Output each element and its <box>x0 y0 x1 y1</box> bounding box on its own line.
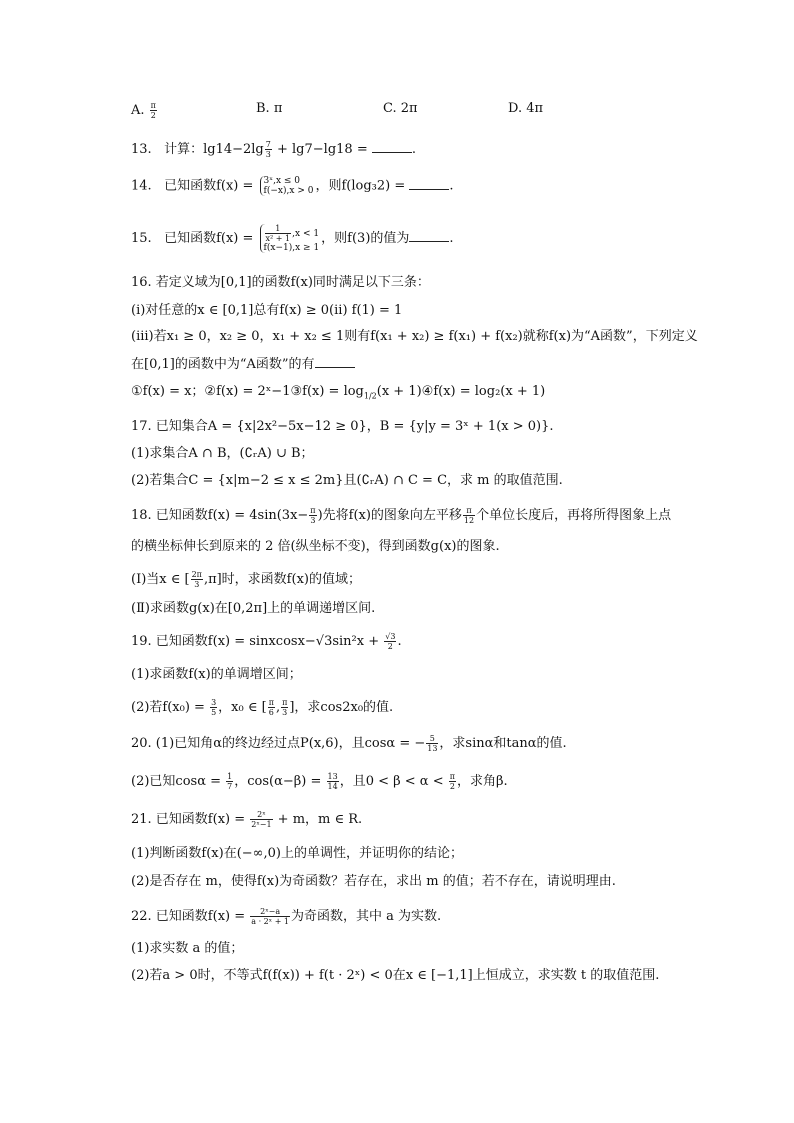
option-b: B. π <box>256 101 283 116</box>
question-15: 15. 已知函数f(x) = $\frac{1}{\text{x² + 1}}$ ,x < 1 f(x−1),x ≥ 1 ，则f(3)的值为 . <box>131 224 454 253</box>
question-18-line-3: (Ⅰ)当x ∈ [ $\frac{2\pi}{3}$ ,π]时，求函数f(x)的值域； <box>131 570 361 589</box>
question-22-line-3: (2)若a > 0时，不等式f(f(x)) + f(t · 2ˣ) < 0在x ∈ [−1,1]上恒成立，求实数 t 的取值范围. <box>131 968 660 983</box>
question-21-line-2: (1)判断函数f(x)在(−∞,0)上的单调性，并证明你的结论； <box>131 846 463 861</box>
question-17-line-2: (1)求集合A ∩ B，(∁ᵣA) ∪ B； <box>131 446 314 461</box>
question-18-line-1: 18. 已知函数f(x) = 4sin(3x− $\frac{\pi}{3}$ )先将f(x)的图象向左平移 $\frac{\pi}{12}$ 个单位长度后，再将所得图象上点 <box>131 506 672 525</box>
question-17-line-1: 17. 已知集合A = {x|2x²−5x−12 ≥ 0}，B = {y|y = 3ˣ + 1(x > 0)}. <box>131 419 554 434</box>
question-20-line-1: 20. (1)已知角α的终边经过点P(x,6)，且cosα = − $\frac{5}{13}$ ，求sinα和tanα的值. <box>131 734 567 753</box>
question-21-line-1: 21. 已知函数f(x) = $\frac{\text{2ˣ}}{\text{2ˣ−1}}$ + m，m ∈ R. <box>131 810 363 829</box>
option-d: D. 4π <box>508 101 544 116</box>
question-14: 14. 已知函数f(x) = 3ˣ,x ≤ 0 f(−x),x > 0 ，则f(log₃2) = . <box>131 176 454 196</box>
piecewise-brace: $\frac{1}{\text{x² + 1}}$ ,x < 1 f(x−1),x ≥ 1 <box>260 224 320 253</box>
question-20-line-2: (2)已知cosα = $\frac{1}{7}$ ，cos(α−β) = $\frac{13}{14}$ ，且0 < β < α < $\frac{\pi}{2}$ ，求角β. <box>131 772 508 791</box>
question-16-line-2: (i)对任意的x ∈ [0,1]总有f(x) ≥ 0(ii) f(1) = 1 <box>131 303 403 318</box>
question-18-line-4: (Ⅱ)求函数g(x)在[0,2π]上的单调递增区间. <box>131 601 376 616</box>
question-17-line-3: (2)若集合C = {x|m−2 ≤ x ≤ 2m}且(∁ᵣA) ∩ C = C，求 m 的取值范围. <box>131 473 563 488</box>
question-13: 13. 计算：lg14−2lg $\frac{7}{3}$ + lg7−lg18 = . <box>131 140 416 159</box>
question-18-line-2: 的横坐标伸长到原来的 2 倍(纵坐标不变)，得到函数g(x)的图象. <box>131 539 500 554</box>
answer-blank <box>315 355 355 368</box>
question-16-line-3: (iii)若x₁ ≥ 0，x₂ ≥ 0，x₁ + x₂ ≤ 1则有f(x₁ + x₂) ≥ f(x₁) + f(x₂)就称f(x)为“A函数”，下列定义 <box>131 329 698 344</box>
question-19-line-3: (2)若f(x₀) = $\frac{3}{5}$ ，x₀ ∈ [ $\frac{\pi}{6}$ , $\frac{\pi}{3}$ ]，求cos2x₀的值. <box>131 698 394 717</box>
option-c: C. 2π <box>383 101 418 116</box>
option-a: A. $\frac{\pi}{2}$ <box>131 101 156 120</box>
answer-blank <box>409 177 449 190</box>
question-16-line-4: 在[0,1]的函数中为“A函数”的有 <box>131 355 355 374</box>
fraction: $\frac{\pi}{2}$ <box>150 101 156 120</box>
question-16-line-5: ①f(x) = x；②f(x) = 2ˣ−1③f(x) = $\log_{1/2}(x$ + 1)④f(x) = log₂(x + 1) <box>131 384 546 401</box>
question-16-line-1: 16. 若定义域为[0,1]的函数f(x)同时满足以下三条： <box>131 275 430 290</box>
question-21-line-3: (2)是否存在 m，使得f(x)为奇函数？若存在，求出 m 的值；若不存在，请说明理由. <box>131 874 616 889</box>
question-22-line-1: 22. 已知函数f(x) = $\frac{\text{2ˣ−a}}{\text{a · 2ˣ + 1}}$ 为奇函数，其中 a 为实数. <box>131 907 442 926</box>
answer-blank <box>409 229 449 242</box>
piecewise-brace: 3ˣ,x ≤ 0 f(−x),x > 0 <box>260 176 314 196</box>
answer-blank <box>372 140 412 153</box>
question-22-line-2: (1)求实数 a 的值； <box>131 941 244 956</box>
question-19-line-1: 19. 已知函数f(x) = sinxcosx−√3sin²x + $\frac{√3}{2}$ . <box>131 632 402 651</box>
question-19-line-2: (1)求函数f(x)的单调增区间； <box>131 667 302 682</box>
